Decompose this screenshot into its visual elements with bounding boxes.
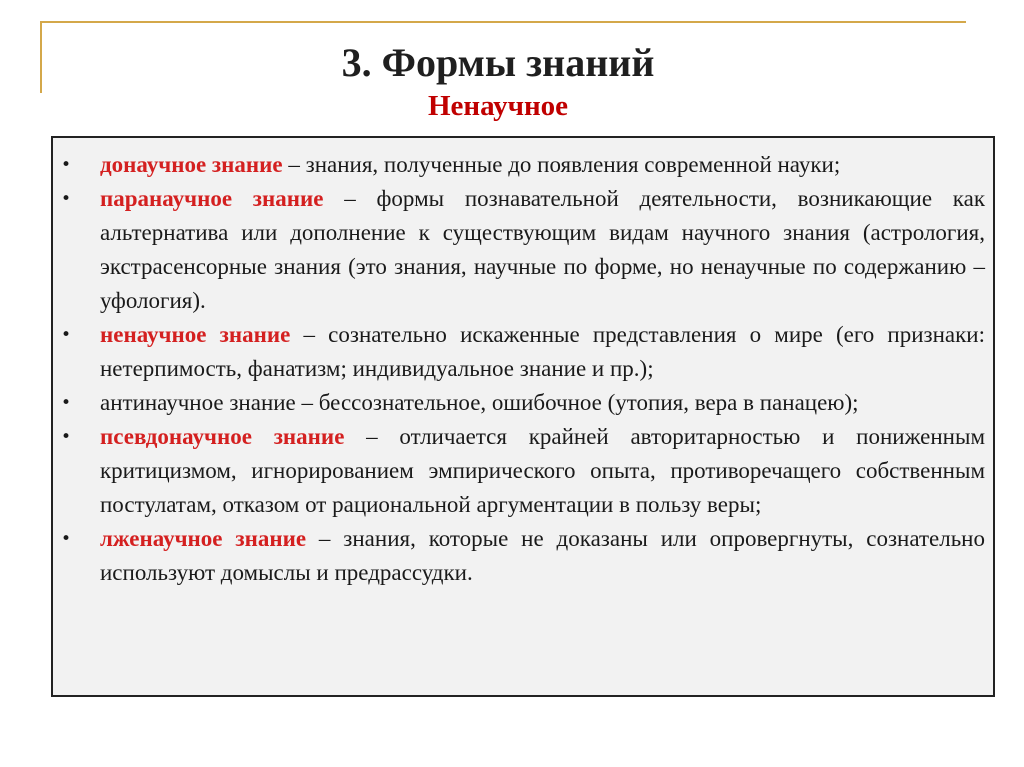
item-term: лженаучное знание [100, 526, 307, 551]
item-term: ненаучное знание [100, 322, 291, 347]
list-item [53, 386, 985, 420]
slide-subtitle: Ненаучное [427, 90, 569, 122]
bullet-icon: • [61, 189, 72, 209]
item-text: – сознательно искаженные представления о мире (его признаки: нетерпимость, фанатизм; индивидуальное знание и пр.); [100, 322, 985, 381]
item-term: паранаучное знание [100, 186, 324, 211]
item-text: – знания, полученные до появления современной науки; [282, 152, 841, 177]
item-text: – знания, которые не доказаны или опровергнуты, сознательно используют домыслы и предрассудки. [100, 526, 985, 585]
knowledge-forms-list [53, 138, 993, 590]
list-item [53, 318, 985, 386]
list-item [53, 148, 985, 182]
item-term: псевдонаучное знание [100, 424, 345, 449]
item-term: донаучное знание [100, 152, 283, 177]
item-text: – формы познавательной деятельности, возникающие как альтернатива или дополнение к существующим видам научного знания (астрология, экстрасенсорные знания (это знания, научные по форме, но ненаучные по содержанию – уфология). [100, 186, 985, 313]
decor-line-horizontal [40, 21, 966, 23]
bullet-icon: • [61, 155, 72, 175]
bullet-icon: • [61, 529, 72, 549]
bullet-icon: • [61, 427, 72, 447]
item-text: – отличается крайней авторитарностью и пониженным критицизмом, игнорированием эмпирического опыта, противоречащего собственным постулатам, отказом от рациональной аргументации в пользу веры; [100, 424, 985, 517]
list-item [53, 420, 985, 522]
item-text: антинаучное знание – бессознательное, ошибочное (утопия, вера в панацею); [100, 390, 859, 415]
list-item [53, 182, 985, 318]
slide-title: 3. Формы знаний [341, 40, 655, 85]
bullet-icon: • [61, 325, 72, 345]
bullet-icon: • [61, 393, 72, 413]
content-box [51, 136, 995, 697]
list-item [53, 522, 985, 590]
